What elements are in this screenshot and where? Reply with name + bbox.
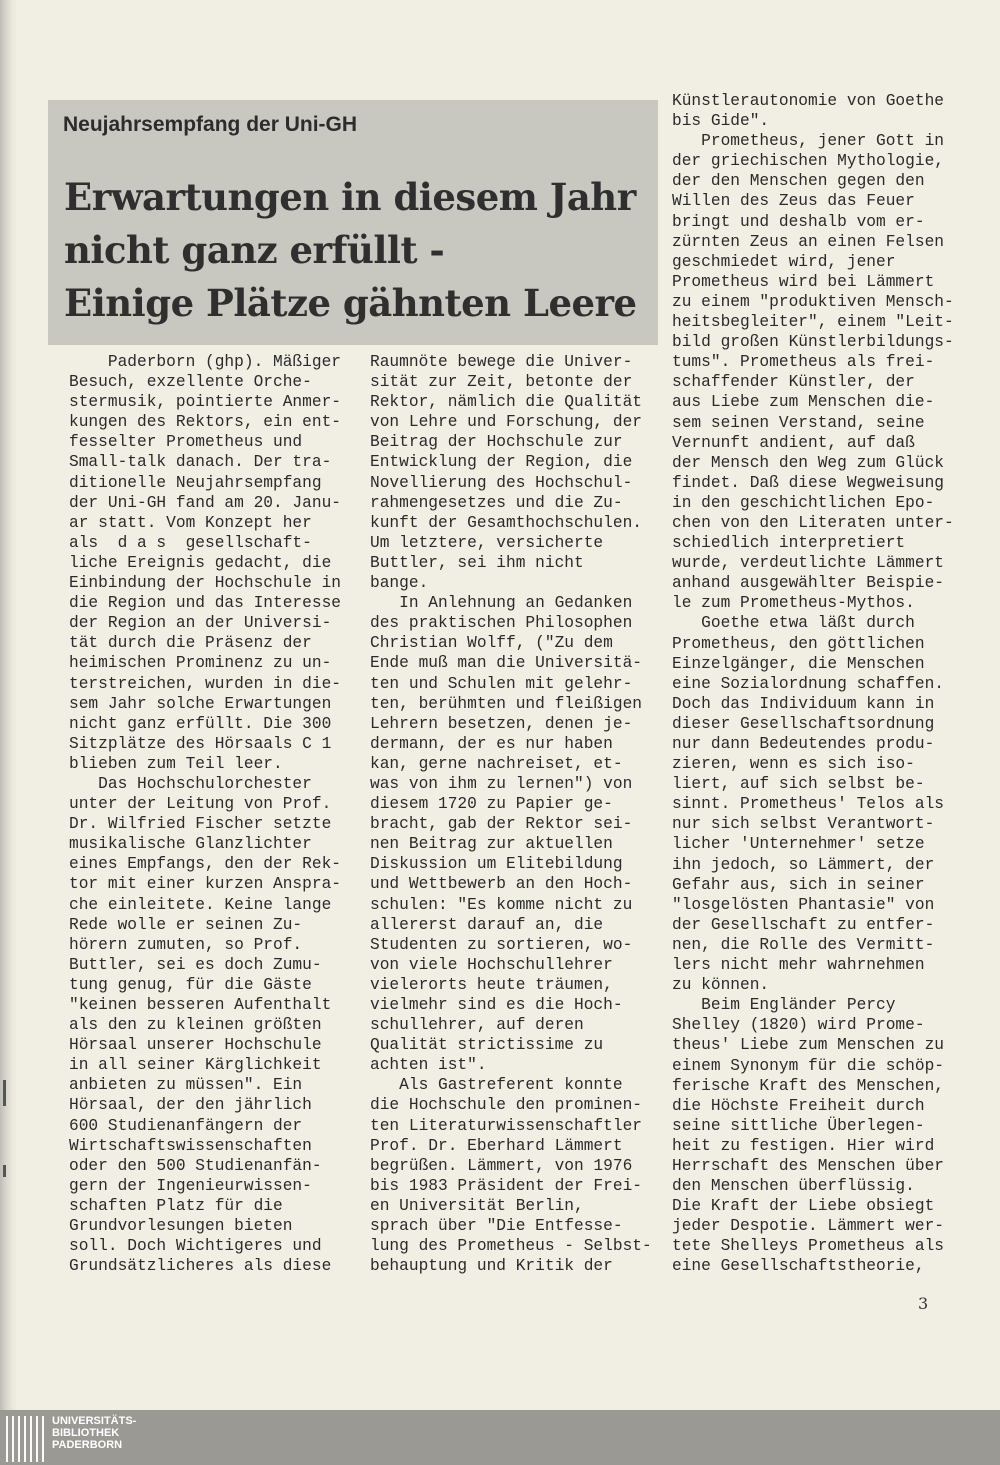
text-line: die Höchste Freiheit durch bbox=[672, 1096, 925, 1115]
text-line: Ende muß man die Universitä- bbox=[370, 654, 642, 673]
text-line: licher 'Unternehmer' setze bbox=[672, 835, 925, 854]
logo-line: PADERBORN bbox=[52, 1439, 123, 1451]
text-line: sprach über "Die Entfesse- bbox=[370, 1217, 623, 1236]
text-line: Um letztere, versicherte bbox=[370, 533, 604, 552]
text-line: Rektor, nämlich die Qualität bbox=[370, 393, 642, 412]
text-line: Grundsätzlicheres als diese bbox=[69, 1257, 332, 1276]
text-line: bracht, gab der Rektor sei- bbox=[370, 815, 633, 834]
text-line: Dr. Wilfried Fischer setzte bbox=[69, 815, 332, 834]
text-line: Christian Wolff, ("Zu dem bbox=[370, 634, 613, 653]
text-line: kungen des Rektors, ein ent- bbox=[69, 413, 341, 432]
headline-line: nicht ganz erfüllt - bbox=[64, 228, 445, 272]
text-line: Prometheus, den göttlichen bbox=[672, 634, 925, 653]
text-line: einem Synonym für die schöp- bbox=[672, 1056, 944, 1075]
text-line: aus Liebe zum Menschen die- bbox=[672, 393, 935, 412]
text-line: von viele Hochschullehrer bbox=[370, 955, 613, 974]
text-line: Studenten zu sortieren, wo- bbox=[370, 935, 633, 954]
headline-line: Erwartungen in diesem Jahr bbox=[64, 175, 636, 219]
binding-edge bbox=[0, 0, 17, 1410]
text-line: nur dann Bedeutendes produ- bbox=[672, 735, 935, 753]
text-line: in all seiner Kärglichkeit bbox=[69, 1056, 322, 1075]
page-number: 3 bbox=[918, 1294, 929, 1313]
text-line: behauptung und Kritik der bbox=[370, 1257, 613, 1276]
text-line: in den geschichtlichen Epo- bbox=[672, 493, 935, 512]
text-line: den Menschen überflüssig. bbox=[672, 1177, 915, 1196]
text-line: schiedlich interpretiert bbox=[672, 534, 906, 553]
text-line: wurde, verdeutlichte Lämmert bbox=[672, 554, 944, 573]
text-line: che einleitete. Keine lange bbox=[69, 895, 332, 914]
text-line: hörern zumuten, so Prof. bbox=[69, 935, 303, 954]
text-line: Buttler, sei es doch Zumu- bbox=[69, 955, 322, 974]
article-column-3 bbox=[672, 91, 968, 1277]
text-line: vielerorts heute träumen, bbox=[370, 975, 613, 994]
binding-mark bbox=[3, 1165, 6, 1177]
text-line: zürnten Zeus an einen Felsen bbox=[672, 232, 944, 251]
logo-line: UNIVERSITÄTS- bbox=[52, 1415, 137, 1427]
text-line: kunft der Gesamthochschulen. bbox=[370, 513, 642, 532]
text-line: findet. Daß diese Wegweisung bbox=[672, 473, 944, 492]
library-logo-text bbox=[52, 1415, 136, 1451]
text-line: der Region an der Universi- bbox=[69, 614, 332, 633]
text-line: Hörsaal unserer Hochschule bbox=[69, 1036, 322, 1055]
text-line: seine sittliche Überlegen- bbox=[672, 1116, 925, 1135]
text-line: Rede wolle er seinen Zu- bbox=[69, 915, 303, 934]
text-line: Beitrag der Hochschule zur bbox=[370, 433, 623, 452]
text-line: musikalische Glanzlichter bbox=[69, 835, 312, 854]
text-line: schaffender Künstler, der bbox=[672, 373, 915, 392]
text-line: Als Gastreferent konnte bbox=[370, 1076, 623, 1095]
text-line: Shelley (1820) wird Prome- bbox=[672, 1016, 925, 1035]
text-line: eine Gesellschaftstheorie, bbox=[672, 1257, 925, 1276]
text-line: nur sich selbst Verantwort- bbox=[672, 815, 935, 834]
text-line: lers nicht mehr wahrnehmen bbox=[672, 956, 925, 975]
text-line: tete Shelleys Prometheus als bbox=[672, 1237, 944, 1256]
text-line: Willen des Zeus das Feuer bbox=[672, 192, 915, 211]
text-line: als den zu kleinen größten bbox=[69, 1016, 322, 1035]
text-line: achten ist". bbox=[370, 1056, 487, 1075]
text-line: Wirtschaftswissenschaften bbox=[69, 1136, 312, 1155]
text-line: begrüßen. Lämmert, von 1976 bbox=[370, 1156, 633, 1175]
text-line: en Universität Berlin, bbox=[370, 1196, 584, 1215]
text-line: nen Beitrag zur aktuellen bbox=[370, 835, 613, 854]
text-line: lung des Prometheus - Selbst- bbox=[370, 1237, 652, 1256]
text-line: schulen: "Es komme nicht zu bbox=[370, 895, 633, 914]
text-line: sität zur Zeit, betonte der bbox=[370, 373, 633, 392]
text-line: Qualität strictissime zu bbox=[370, 1036, 604, 1055]
text-line: schullehrer, auf deren bbox=[370, 1016, 584, 1035]
text-line: bis Gide". bbox=[672, 112, 770, 131]
text-line: Vernunft andient, auf daß bbox=[672, 433, 915, 452]
text-line: des praktischen Philosophen bbox=[370, 614, 633, 633]
text-line: als d a s gesellschaft- bbox=[69, 533, 312, 552]
text-line: theus' Liebe zum Menschen zu bbox=[672, 1036, 944, 1055]
text-line: In Anlehnung an Gedanken bbox=[370, 594, 633, 613]
text-line: rahmengesetzes und die Zu- bbox=[370, 493, 623, 512]
article-kicker: Neujahrsempfang der Uni-GH bbox=[63, 113, 358, 136]
text-line: von Lehre und Forschung, der bbox=[370, 413, 642, 432]
text-line: allererst darauf an, die bbox=[370, 915, 604, 934]
text-line: dieser Gesellschaftsordnung bbox=[672, 714, 935, 733]
text-line: Diskussion um Elitebildung bbox=[370, 855, 623, 874]
text-line: anbieten zu müssen". Ein bbox=[69, 1076, 303, 1095]
article-column-2 bbox=[370, 352, 660, 1276]
text-line: unter der Leitung von Prof. bbox=[69, 795, 332, 814]
binding-mark bbox=[3, 1080, 6, 1106]
text-line: der den Menschen gegen den bbox=[672, 172, 925, 191]
text-line: Gefahr aus, sich in seiner bbox=[672, 875, 925, 894]
text-line: ditionelle Neujahrsempfang bbox=[69, 473, 322, 492]
text-line: diesem 1720 zu Papier ge- bbox=[370, 795, 613, 814]
text-line: 600 Studienanfängern der bbox=[69, 1116, 303, 1135]
text-line: bringt und deshalb vom er- bbox=[672, 212, 925, 231]
text-line: und Wettbewerb an den Hoch- bbox=[370, 875, 633, 894]
text-line: die Hochschule den prominen- bbox=[370, 1096, 642, 1115]
text-line: liche Ereignis gedacht, die bbox=[69, 553, 332, 572]
text-line: vielmehr sind es die Hoch- bbox=[370, 996, 623, 1014]
text-line: anhand ausgewählter Beispie- bbox=[672, 574, 944, 593]
library-logo-icon bbox=[6, 1416, 48, 1462]
text-line: jeder Despotie. Lämmert wer- bbox=[672, 1217, 944, 1236]
text-line: geschmiedet wird, jener bbox=[672, 252, 896, 271]
text-line: tor mit einer kurzen Anspra- bbox=[69, 875, 341, 894]
text-line: zieren, wenn es sich iso- bbox=[672, 755, 915, 774]
text-line: Novellierung des Hochschul- bbox=[370, 473, 633, 492]
text-line: heitsbegleiter", einem "Leit- bbox=[672, 313, 954, 332]
text-line: Sitzplätze des Hörsaals C 1 bbox=[69, 734, 332, 753]
text-line: Einzelgänger, die Menschen bbox=[672, 654, 925, 673]
text-line: sem seinen Verstand, seine bbox=[672, 413, 925, 432]
text-line: Prometheus wird bei Lämmert bbox=[672, 272, 935, 291]
text-line: kan, gerne nachreiset, et- bbox=[370, 754, 623, 773]
text-line: Hörsaal, der den jährlich bbox=[69, 1096, 312, 1115]
text-line: Entwicklung der Region, die bbox=[370, 453, 633, 472]
text-line: Prometheus, jener Gott in bbox=[672, 132, 944, 151]
text-line: Lehrern besetzen, denen je- bbox=[370, 714, 633, 733]
text-line: der Uni-GH fand am 20. Janu- bbox=[69, 493, 341, 512]
text-line: die Region und das Interesse bbox=[69, 594, 341, 613]
text-line: ten, berühmten und fleißigen bbox=[370, 694, 642, 713]
text-line: Herrschaft des Menschen über bbox=[672, 1156, 944, 1175]
text-line: stermusik, pointierte Anmer- bbox=[69, 393, 341, 412]
text-line: Einbindung der Hochschule in bbox=[69, 574, 341, 593]
text-line: oder den 500 Studienanfän- bbox=[69, 1156, 322, 1175]
text-line: Raumnöte bewege die Univer- bbox=[370, 353, 633, 371]
text-line: heimischen Prominenz zu un- bbox=[69, 654, 332, 673]
text-line: soll. Doch Wichtigeres und bbox=[69, 1237, 322, 1256]
text-line: zu können. bbox=[672, 976, 770, 995]
logo-line: BIBLIOTHEK bbox=[52, 1427, 120, 1439]
text-line: liert, auf sich selbst be- bbox=[672, 775, 925, 794]
text-line: "losgelösten Phantasie" von bbox=[672, 895, 935, 914]
text-line: der griechischen Mythologie, bbox=[672, 152, 944, 171]
text-line: nicht ganz erfüllt. Die 300 bbox=[69, 714, 332, 733]
article-column-1 bbox=[69, 352, 359, 1276]
text-line: eines Empfangs, den der Rek- bbox=[69, 855, 341, 874]
text-line: chen von den Literaten unter- bbox=[672, 513, 954, 532]
text-line: Beim Engländer Percy bbox=[672, 996, 896, 1015]
text-line: tung genug, für die Gäste bbox=[69, 975, 312, 994]
text-line: bild großen Künstlerbildungs- bbox=[672, 333, 954, 352]
text-line: gern der Ingenieurwissen- bbox=[69, 1176, 312, 1195]
text-line: Künstlerautonomie von Goethe bbox=[672, 92, 944, 110]
article-headline bbox=[64, 171, 654, 330]
text-line: Paderborn (ghp). Mäßiger bbox=[69, 353, 341, 371]
footer-bar bbox=[0, 1410, 1000, 1465]
text-line: Das Hochschulorchester bbox=[69, 774, 312, 793]
text-line: Besuch, exzellente Orche- bbox=[69, 373, 312, 392]
text-line: Buttler, sei ihm nicht bbox=[370, 553, 584, 572]
text-line: Grundvorlesungen bieten bbox=[69, 1217, 293, 1236]
text-line: fesselter Prometheus und bbox=[69, 433, 303, 452]
text-line: was von ihm zu lernen") von bbox=[370, 774, 633, 793]
text-line: "keinen besseren Aufenthalt bbox=[69, 996, 332, 1014]
text-line: ihn jedoch, so Lämmert, der bbox=[672, 855, 935, 874]
text-line: Die Kraft der Liebe obsiegt bbox=[672, 1197, 935, 1216]
text-line: nen, die Rolle des Vermitt- bbox=[672, 935, 935, 954]
text-line: schaften Platz für die bbox=[69, 1196, 283, 1215]
text-line: sem Jahr solche Erwartungen bbox=[69, 694, 332, 713]
text-line: der Gesellschaft zu entfer- bbox=[672, 915, 935, 934]
text-line: Prof. Dr. Eberhard Lämmert bbox=[370, 1136, 623, 1155]
text-line: bange. bbox=[370, 574, 429, 593]
text-line: tums". Prometheus als frei- bbox=[672, 353, 935, 372]
text-line: le zum Prometheus-Mythos. bbox=[672, 594, 915, 613]
text-line: terstreichen, wurden in die- bbox=[69, 674, 341, 693]
text-line: zu einem "produktiven Mensch- bbox=[672, 292, 954, 311]
text-line: Goethe etwa läßt durch bbox=[672, 614, 915, 633]
text-line: blieben zum Teil leer. bbox=[69, 754, 283, 773]
text-line: Small-talk danach. Der tra- bbox=[69, 453, 332, 472]
text-line: ar statt. Vom Konzept her bbox=[69, 513, 312, 532]
text-line: heit zu festigen. Hier wird bbox=[672, 1136, 935, 1155]
text-line: tät durch die Präsenz der bbox=[69, 634, 312, 653]
text-line: eine Sozialordnung schaffen. bbox=[672, 674, 944, 693]
text-line: ferische Kraft des Menschen, bbox=[672, 1076, 944, 1095]
text-line: der Mensch den Weg zum Glück bbox=[672, 453, 944, 472]
text-line: ten Literaturwissenschaftler bbox=[370, 1116, 642, 1135]
text-line: dermann, der es nur haben bbox=[370, 734, 613, 753]
text-line: ten und Schulen mit gelehr- bbox=[370, 674, 633, 693]
headline-line: Einige Plätze gähnten Leere bbox=[64, 281, 637, 325]
text-line: bis 1983 Präsident der Frei- bbox=[370, 1176, 642, 1195]
text-line: sinnt. Prometheus' Telos als bbox=[672, 795, 944, 814]
text-line: Doch das Individuum kann in bbox=[672, 694, 935, 713]
